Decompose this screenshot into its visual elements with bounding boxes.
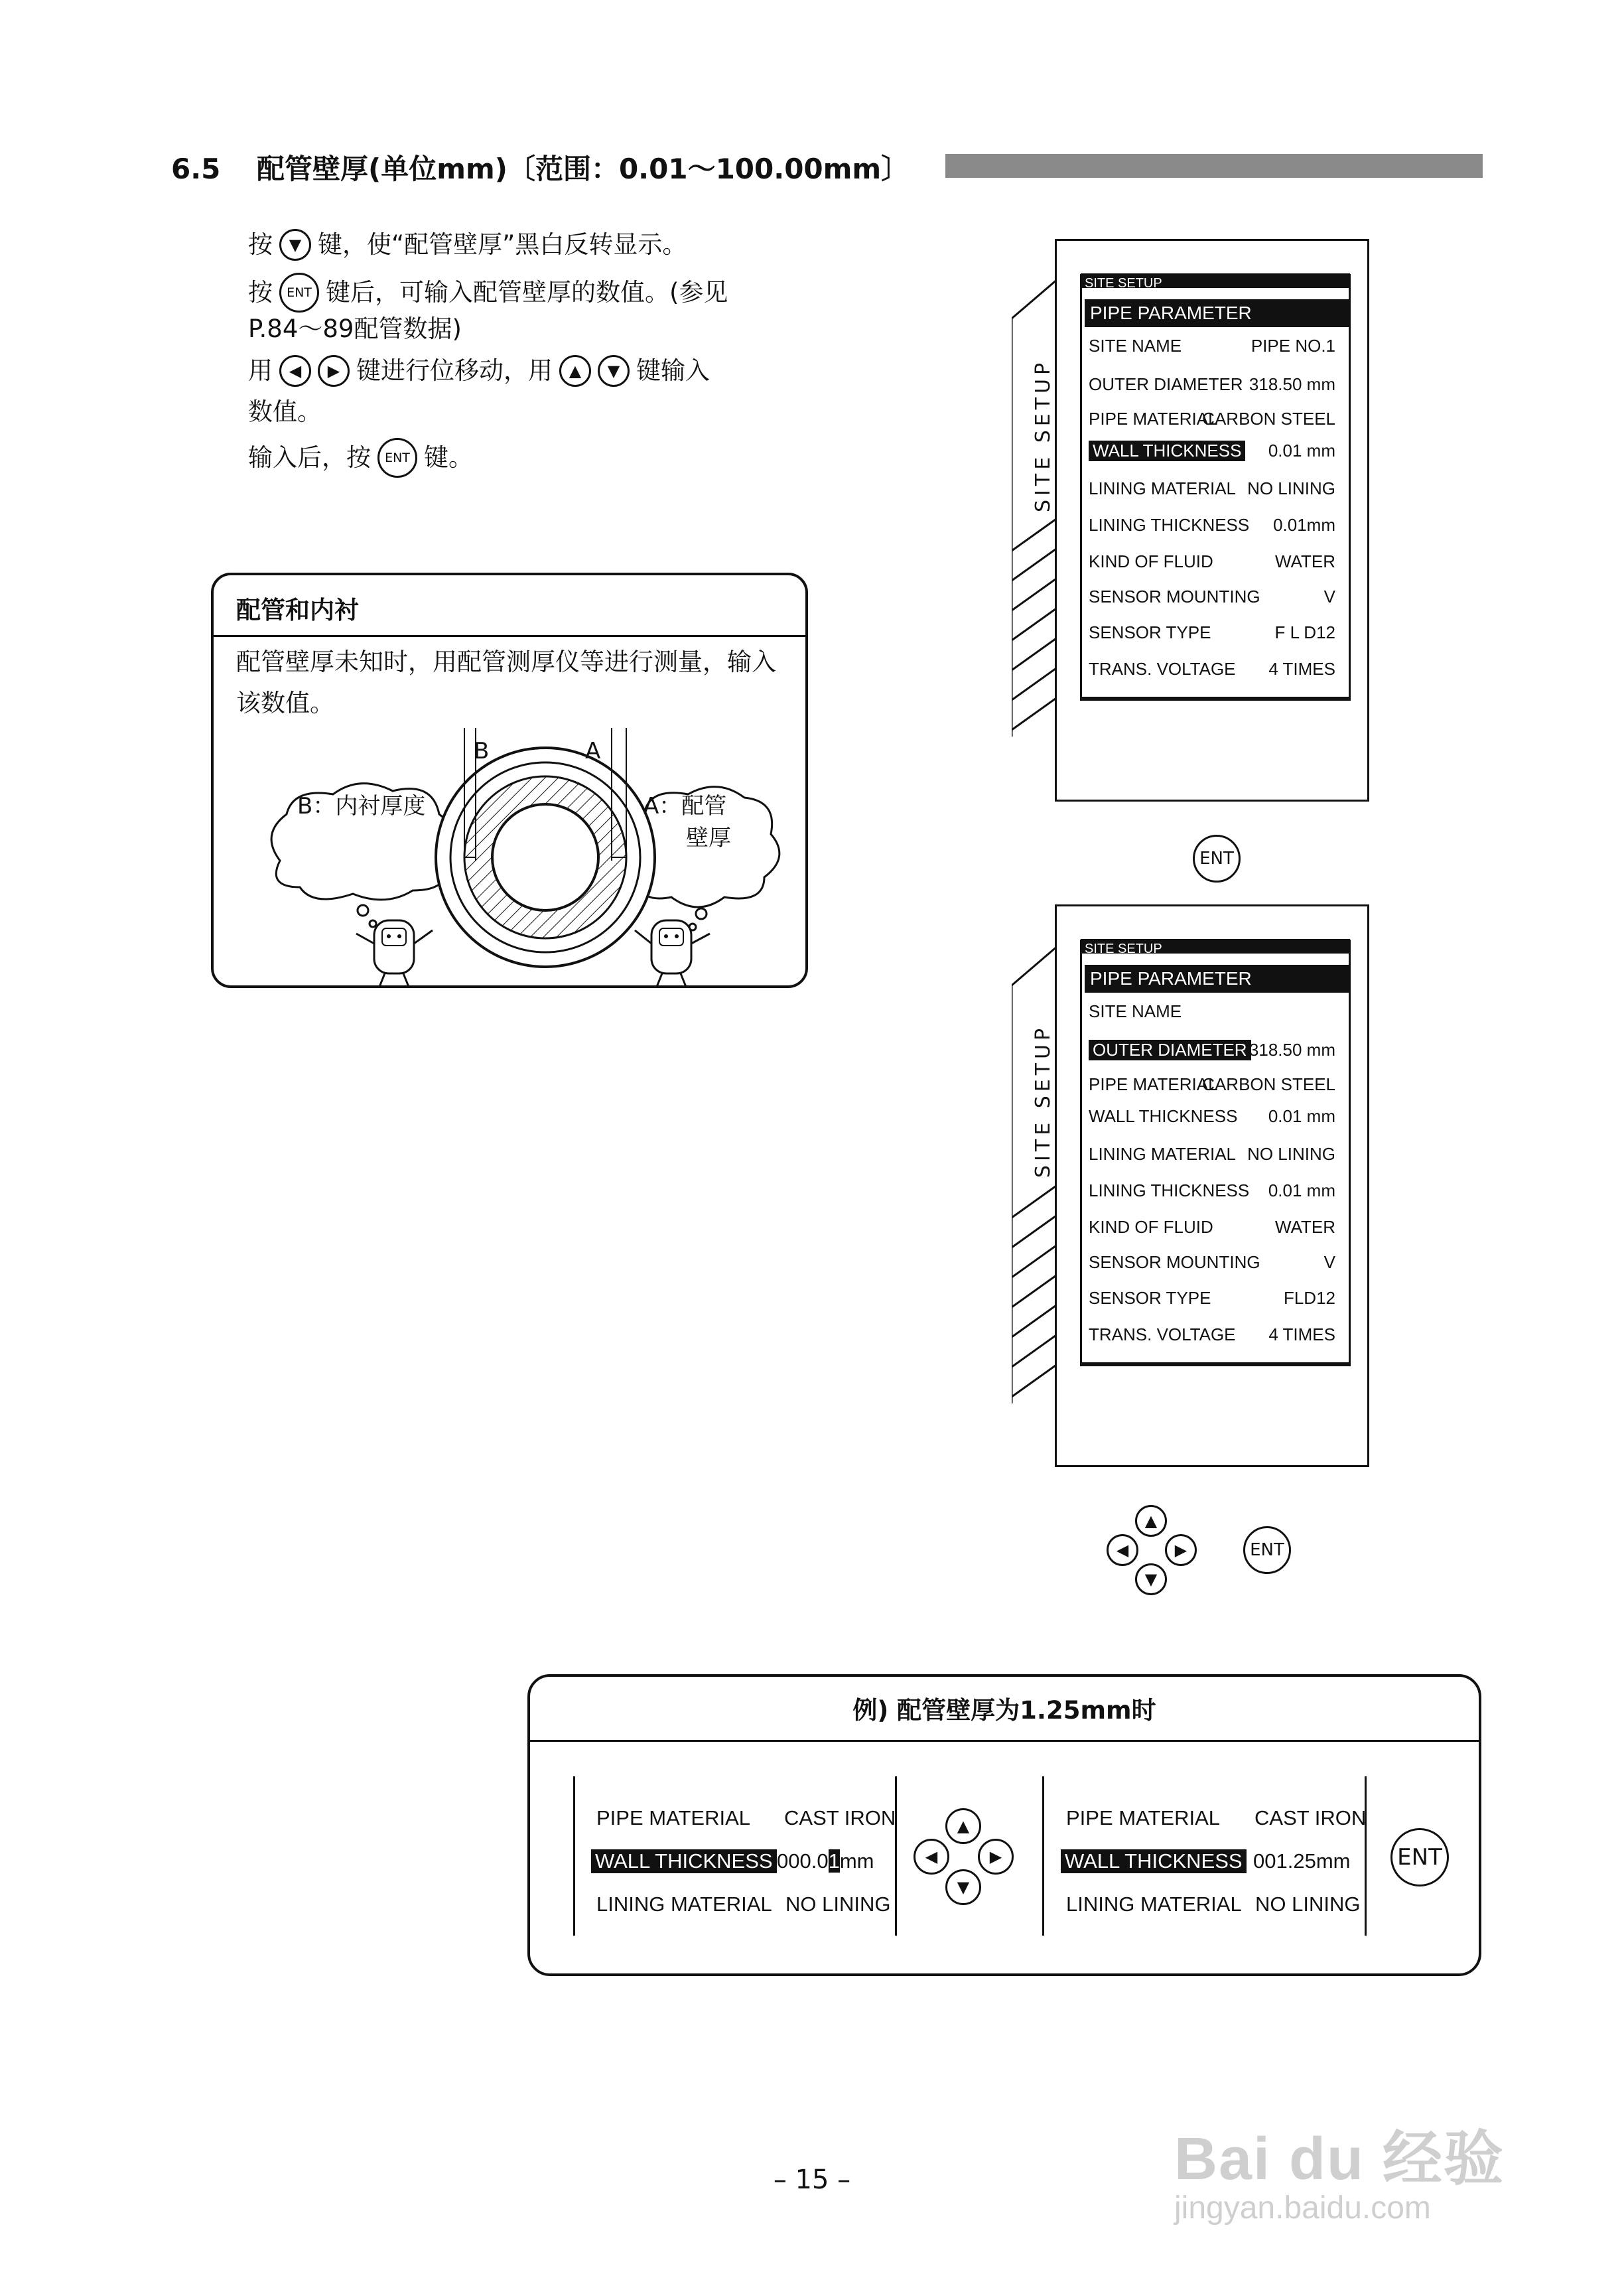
row-label: LINING MATERIAL: [1089, 478, 1237, 498]
row-label: WALL THICKNESS: [1089, 441, 1245, 461]
screen2-rows: [1082, 1001, 1349, 1362]
row-label: SENSOR MOUNTING: [1089, 587, 1260, 606]
instruction-line-1: [248, 229, 687, 261]
ent-key-icon: ENT: [1243, 1526, 1291, 1574]
callout-header: [214, 575, 805, 637]
instruction-text: 按: [248, 230, 273, 259]
instruction-text: 键进行位移动，用: [356, 356, 553, 385]
row-value: CARBON STEEL: [1202, 1074, 1335, 1094]
screen2-display: [1080, 940, 1351, 1364]
pipe-lining-callout: [211, 573, 808, 988]
row-value: V: [1323, 1252, 1335, 1272]
row-label: SENSOR MOUNTING: [1089, 1252, 1260, 1272]
row-label: OUTER DIAMETER: [1089, 1040, 1251, 1060]
example-mid-edge-2: [1042, 1776, 1044, 1936]
ex-left-lining-value: NO LINING: [785, 1892, 891, 1916]
row-value: V: [1323, 587, 1335, 606]
row-value: 0.01mm: [1273, 515, 1335, 535]
ex-left-wall-unit: mm: [839, 1849, 874, 1873]
callout-body: 配管壁厚未知时，用配管测厚仪等进行测量，输入该数值。: [236, 648, 776, 717]
screen2-header: PIPE PARAMETER: [1085, 965, 1349, 993]
right-key-icon: ▶: [978, 1839, 1014, 1875]
callout-title: 配管和内衬: [236, 596, 359, 624]
row-value: 318.50 mm: [1249, 1040, 1335, 1060]
ent-key-icon: ENT: [377, 438, 417, 478]
instruction-text: 键输入: [636, 356, 710, 385]
section-title: 配管壁厚(单位mm)〔范围：0.01～100.00mm〕: [257, 153, 910, 185]
down-key-icon: ▼: [279, 229, 311, 261]
down-key-icon: ▼: [598, 355, 630, 387]
instruction-text: 键后，可输入配管壁厚的数值。(参见: [326, 278, 728, 307]
row-value: CARBON STEEL: [1202, 409, 1335, 429]
right-key-icon: ▶: [318, 355, 350, 387]
row-label: TRANS. VOLTAGE: [1089, 1324, 1236, 1344]
left-key-icon: ◀: [1107, 1534, 1138, 1566]
bubble-b-text: B：内衬厚度: [297, 793, 426, 819]
instruction-line-3: P.84～89配管数据): [248, 315, 462, 343]
instruction-text: 输入后，按: [248, 443, 371, 472]
row-label: WALL THICKNESS: [1089, 1106, 1238, 1126]
instruction-text: 按: [248, 278, 273, 307]
instruction-line-4: [248, 355, 710, 387]
ex-right-lining-value: NO LINING: [1255, 1892, 1361, 1916]
ent-key-icon: ENT: [1390, 1828, 1449, 1887]
row-label: PIPE MATERIAL: [1089, 1074, 1218, 1094]
down-key-icon: ▼: [1135, 1563, 1167, 1595]
label-b: B: [474, 738, 490, 764]
ex-left-wall-value: [777, 1849, 874, 1873]
screen1-device: [1055, 239, 1369, 802]
row-value: 0.01 mm: [1268, 1106, 1335, 1126]
row-value: 0.01 mm: [1268, 441, 1335, 461]
row-value: 4 TIMES: [1268, 659, 1335, 679]
section-number: 6.5: [171, 153, 221, 185]
screen2-tab-label[interactable]: SITE SETUP: [1032, 1024, 1055, 1178]
ex-left-wall-digits: 000.0: [777, 1849, 829, 1873]
ex-right-lining-material: LINING MATERIAL: [1066, 1892, 1242, 1916]
row-label: TRANS. VOLTAGE: [1089, 659, 1236, 679]
up-key-icon: ▲: [945, 1808, 981, 1844]
mascot-right-icon: [635, 920, 710, 987]
right-key-icon: ▶: [1165, 1534, 1197, 1566]
screen1-display: [1080, 274, 1351, 699]
down-key-icon: ▼: [945, 1869, 981, 1905]
ex-left-lining-material: LINING MATERIAL: [596, 1892, 772, 1916]
row-label: KIND OF FLUID: [1089, 551, 1213, 571]
row-label: SENSOR TYPE: [1089, 1288, 1211, 1308]
bubble-a-text-1: A：配管: [643, 793, 727, 819]
up-key-icon: ▲: [559, 355, 591, 387]
screen1-header: PIPE PARAMETER: [1085, 299, 1349, 327]
example-mid-edge-1: [895, 1776, 897, 1936]
ent-key-icon: ENT: [1193, 835, 1241, 883]
ex-right-pipe-material-value: CAST IRON: [1254, 1806, 1367, 1829]
up-key-icon: ▲: [1135, 1505, 1167, 1537]
left-key-icon: ◀: [914, 1839, 949, 1875]
ex-right-pipe-material: PIPE MATERIAL: [1066, 1806, 1220, 1829]
row-label: SITE NAME: [1089, 1001, 1182, 1021]
row-value: WATER: [1275, 551, 1335, 571]
example-divider: [530, 1740, 1479, 1742]
ex-left-pipe-material: PIPE MATERIAL: [596, 1806, 750, 1829]
example-left-edge: [573, 1776, 575, 1936]
row-value: F L D12: [1274, 622, 1335, 642]
row-label: PIPE MATERIAL: [1089, 409, 1218, 429]
heading-bar: [945, 154, 1483, 178]
section-heading: [171, 147, 909, 187]
screen1-divider: [1080, 699, 1351, 701]
row-label: SITE NAME: [1089, 336, 1182, 356]
instruction-text: 用: [248, 356, 273, 385]
watermark-brand: Bai du 经验: [1174, 2126, 1505, 2192]
instruction-line-6: [248, 438, 473, 478]
row-label: SENSOR TYPE: [1089, 622, 1211, 642]
row-value: 318.50 mm: [1249, 374, 1335, 394]
screen1-behind-title: SITE SETUP: [1081, 273, 1350, 288]
screen2-behind-title: SITE SETUP: [1081, 939, 1350, 954]
screen1-tab-label[interactable]: SITE SETUP: [1032, 358, 1055, 512]
ex-right-wall-value: 001.25mm: [1253, 1849, 1351, 1873]
row-value: WATER: [1275, 1217, 1335, 1237]
row-label: LINING MATERIAL: [1089, 1144, 1237, 1164]
screen2-device: [1055, 904, 1369, 1467]
row-value: PIPE NO.1: [1251, 336, 1335, 356]
row-value: NO LINING: [1247, 1144, 1335, 1164]
instruction-text: 键，使“配管壁厚”黑白反转显示。: [318, 230, 687, 259]
pipe-bore: [492, 804, 598, 910]
row-value: 4 TIMES: [1268, 1324, 1335, 1344]
row-value: NO LINING: [1247, 478, 1335, 498]
watermark-url: jingyan.baidu.com: [1174, 2190, 1431, 2226]
bubble-a-text-2: 壁厚: [686, 825, 731, 851]
label-a: A: [585, 738, 601, 764]
screen1-rows: [1082, 336, 1349, 697]
row-label: KIND OF FLUID: [1089, 1217, 1213, 1237]
row-label: LINING THICKNESS: [1089, 1180, 1250, 1200]
example-box: [527, 1674, 1481, 1976]
page-number: – 15 –: [773, 2165, 851, 2195]
instruction-line-5: 数值。: [248, 397, 322, 426]
instruction-line-2: [248, 273, 728, 313]
row-value: 0.01 mm: [1268, 1180, 1335, 1200]
pipe-cross-section-diagram: [214, 728, 805, 987]
row-value: FLD12: [1283, 1288, 1335, 1308]
screen2-divider: [1080, 1364, 1351, 1366]
ex-left-pipe-material-value: CAST IRON: [784, 1806, 896, 1829]
ex-left-cursor: 1: [828, 1849, 840, 1873]
instruction-text: 键。: [424, 443, 473, 472]
example-right-edge: [1365, 1776, 1367, 1936]
mascot-left-icon: [356, 920, 433, 987]
ex-right-wall-thickness: WALL THICKNESS: [1061, 1849, 1247, 1873]
ex-left-wall-thickness: WALL THICKNESS: [591, 1849, 777, 1873]
ent-key-icon: ENT: [279, 273, 319, 313]
example-title: 例) 配管壁厚为1.25mm时: [852, 1696, 1156, 1725]
left-key-icon: ◀: [279, 355, 311, 387]
row-label: LINING THICKNESS: [1089, 515, 1250, 535]
row-label: OUTER DIAMETER: [1089, 374, 1243, 394]
